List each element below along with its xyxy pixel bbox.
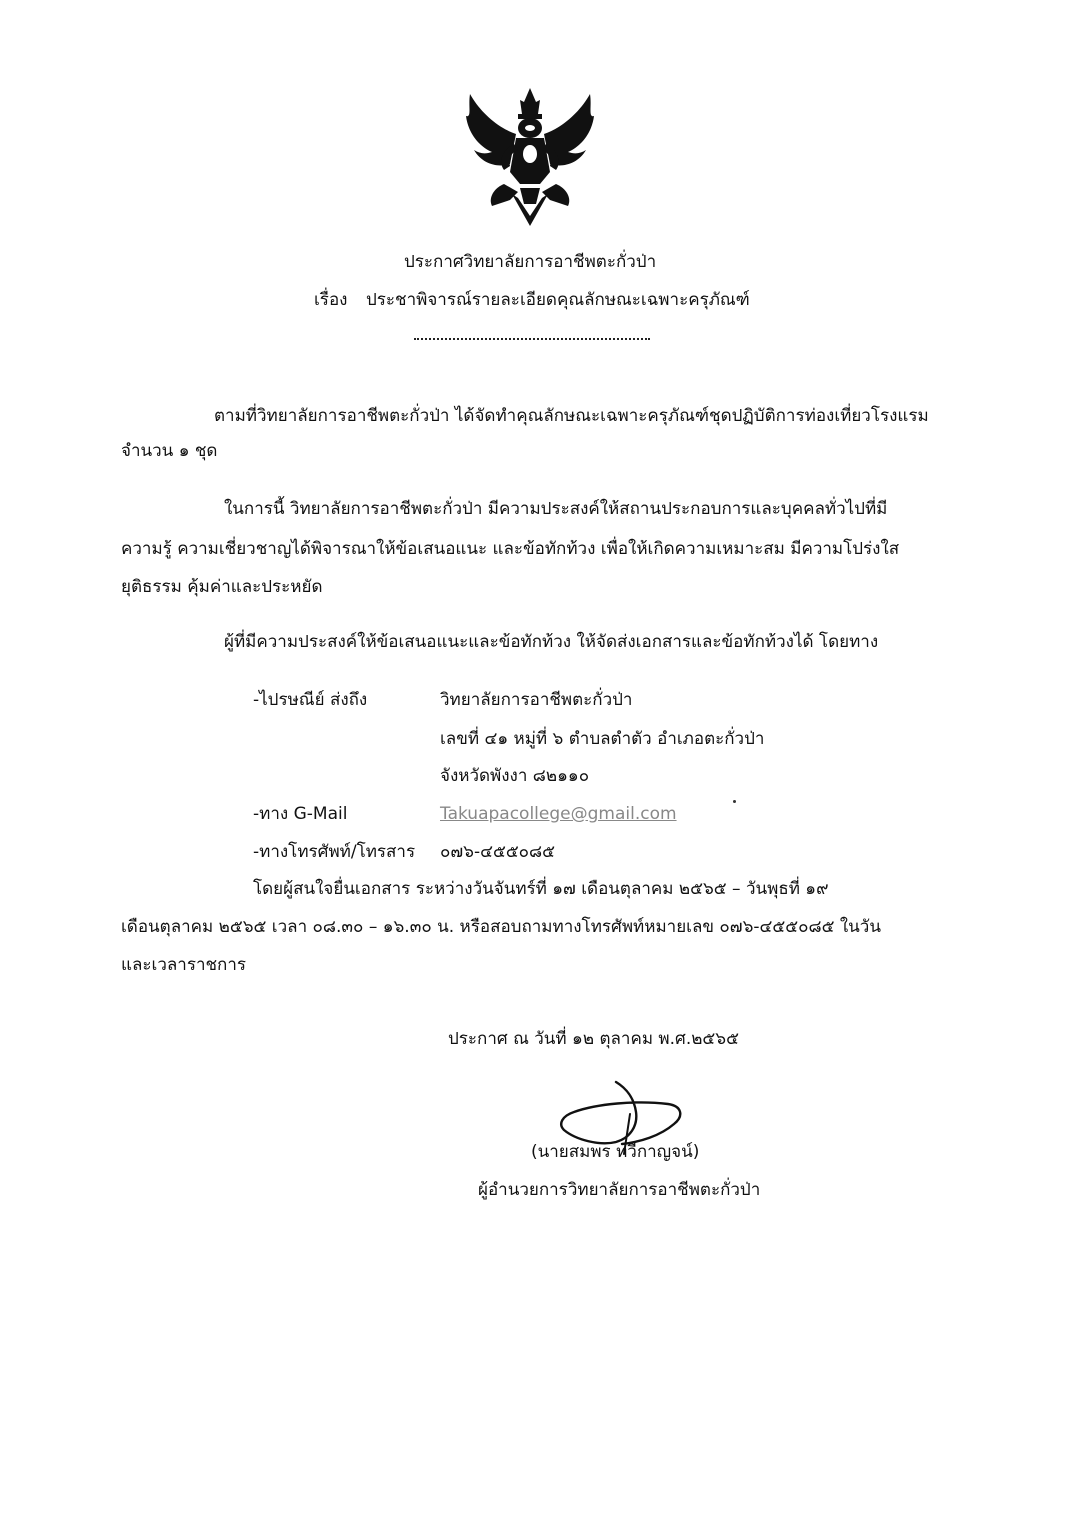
announcement-date: ประกาศ ณ วันที่ ๑๒ ตุลาคม พ.ศ.๒๕๖๕ (448, 1029, 739, 1049)
post-label: -ไปรษณีย์ ส่งถึง (253, 690, 368, 710)
phone-value: ๐๗๖-๔๕๕๐๘๕ (440, 842, 556, 862)
garuda-emblem-icon (458, 88, 602, 226)
schedule-line-3: และเวลาราชการ (121, 955, 247, 975)
post-address-line-3: จังหวัดพังงา ๘๒๑๑๐ (440, 766, 590, 786)
schedule-line-2: เดือนตุลาคม ๒๕๖๕ เวลา ๐๘.๓๐ – ๑๖.๓๐ น. หรือสอบถามทางโทรศัพท์หมายเลข ๐๗๖-๔๕๕๐๘๕ ในวัน (121, 917, 881, 937)
schedule-line-1: โดยผู้สนใจยื่นเอกสาร ระหว่างวันจันทร์ที่ ๑๗ เดือนตุลาคม ๒๕๖๕ – วันพุธที่ ๑๙ (253, 879, 829, 899)
post-address-line-1: วิทยาลัยการอาชีพตะกั่วป่า (440, 690, 633, 710)
email-link[interactable]: Takuapacollege@gmail.com (440, 804, 677, 824)
email-label: -ทาง G-Mail (253, 804, 348, 824)
signer-title: ผู้อำนวยการวิทยาลัยการอาชีพตะกั่วป่า (478, 1180, 761, 1200)
phone-label: -ทางโทรศัพท์/โทรสาร (253, 842, 416, 862)
paragraph-2-line-1: ในการนี้ วิทยาลัยการอาชีพตะกั่วป่า มีความประสงค์ให้สถานประกอบการและบุคคลทั่วไปที่มี (224, 499, 888, 519)
signer-name: (นายสมพร ทวีกาญจน์) (531, 1142, 700, 1162)
post-address-line-2: เลขที่ ๔๑ หมู่ที่ ๖ ตำบลตำตัว อำเภอตะกั่วป่า (440, 729, 765, 749)
subject-text: ประชาพิจารณ์รายละเอียดคุณลักษณะเฉพาะครุภัณฑ์ (366, 290, 750, 310)
announcement-title: ประกาศวิทยาลัยการอาชีพตะกั่วป่า (404, 252, 657, 272)
paragraph-3-line-1: ผู้ที่มีความประสงค์ให้ข้อเสนอแนะและข้อทักท้วง ให้จัดส่งเอกสารและข้อทักท้วงได้ โดยทาง (224, 632, 879, 652)
paragraph-1-line-1: ตามที่วิทยาลัยการอาชีพตะกั่วป่า ได้จัดทำคุณลักษณะเฉพาะครุภัณฑ์ชุดปฏิบัติการท่องเที่ยวโรงแรม (214, 406, 929, 426)
paragraph-2-line-3: ยุติธรรม คุ้มค่าและประหยัด (121, 577, 323, 597)
paragraph-2-line-2: ความรู้ ความเชี่ยวชาญได้พิจารณาให้ข้อเสนอแนะ และข้อทักท้วง เพื่อให้เกิดความเหมาะสม มีความโปร่งใส (121, 539, 900, 559)
subject-label: เรื่อง (314, 290, 348, 310)
title-separator (414, 338, 650, 340)
scan-speck (733, 800, 736, 803)
paragraph-1-line-2: จำนวน ๑ ชุด (121, 441, 218, 461)
